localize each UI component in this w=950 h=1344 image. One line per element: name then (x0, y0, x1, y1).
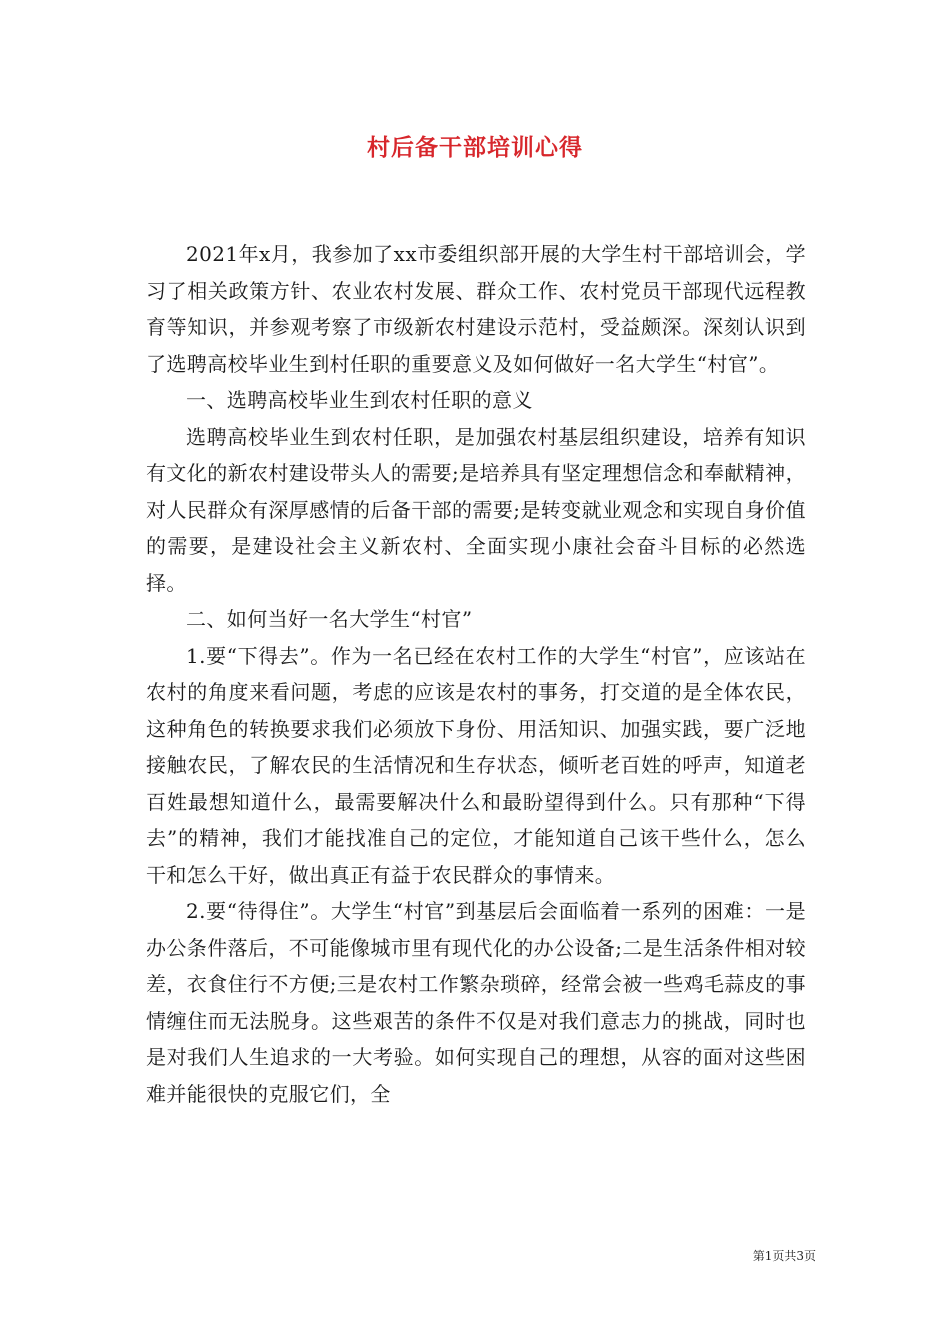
paragraph-significance: 选聘高校毕业生到农村任职，是加强农村基层组织建设，培养有知识有文化的新农村建设带头人的需要;是培养具有坚定理想信念和奉献精神，对人民群众有深厚感情的后备干部的需要;是转变就业观念和实现自身价值的需要，是建设社会主义新农村、全面实现小康社会奋斗目标的必然选择。 (146, 424, 806, 595)
page-number: 第1页共3页 (752, 1249, 816, 1263)
section-heading-1: 一、选聘高校毕业生到农村任职的意义 (186, 388, 533, 412)
section-heading-2: 二、如何当好一名大学生“村官” (186, 607, 473, 631)
paragraph-point-1: 1.要“下得去”。作为一名已经在农村工作的大学生“村官”，应该站在农村的角度来看问题，考虑的应该是农村的事务，打交道的是全体农民，这种角色的转换要求我们必须放下身份、用活知识、加强实践，要广泛地接触农民，了解农民的生活情况和生存状态，倾听老百姓的呼声，知道老百姓最想知道什么，最需要解决什么和最盼望得到什么。只有那种“下得去”的精神，我们才能找准自己的定位，才能知道自己该干些什么，怎么干和怎么干好，做出真正有益于农民群众的事情来。 (146, 643, 806, 887)
document-body (146, 236, 806, 1112)
paragraph-point-2: 2.要“待得住”。大学生“村官”到基层后会面临着一系列的困难：一是办公条件落后，不可能像城市里有现代化的办公设备;二是生活条件相对较差，衣食住行不方便;三是农村工作繁杂琐碎，经常会被一些鸡毛蒜皮的事情缠住而无法脱身。这些艰苦的条件不仅是对我们意志力的挑战，同时也是对我们人生追求的一大考验。如何实现自己的理想，从容的面对这些困难并能很快的克服它们，全 (146, 899, 806, 1106)
document-title: 村后备干部培训心得 (367, 134, 583, 161)
paragraph-intro: 2021年x月，我参加了xx市委组织部开展的大学生村干部培训会，学习了相关政策方针、农业农村发展、群众工作、农村党员干部现代远程教育等知识，并参观考察了市级新农村建设示范村，受益颇深。深刻认识到了选聘高校毕业生到村任职的重要意义及如何做好一名大学生“村官”。 (146, 242, 806, 376)
